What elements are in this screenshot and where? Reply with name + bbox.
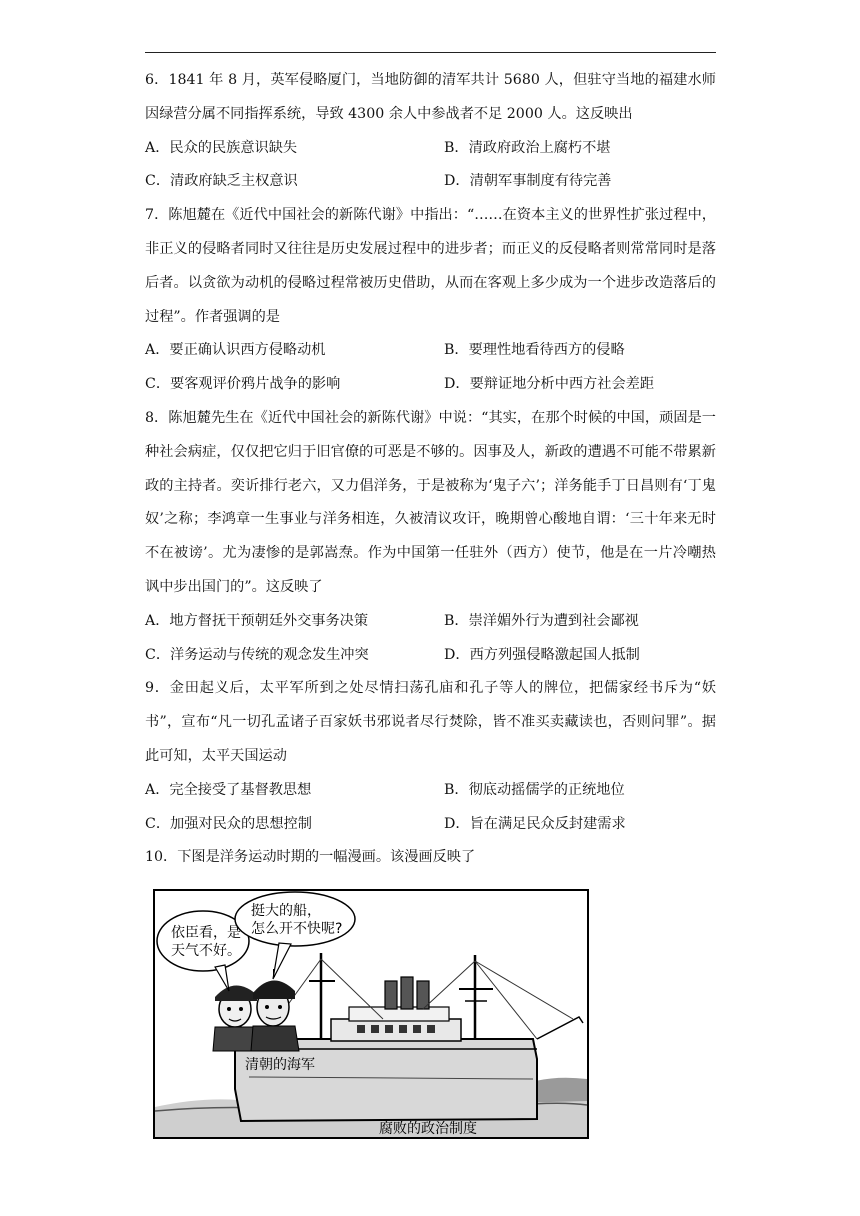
options-grid	[145, 605, 716, 673]
option-b[interactable]: B．要理性地看待西方的侵略	[444, 342, 625, 359]
options-grid	[145, 132, 716, 200]
option-b[interactable]: B．彻底动摇儒学的正统地位	[444, 781, 625, 798]
ship-bridge	[349, 1007, 449, 1021]
option-c[interactable]: C．要客观评价鸦片战争的影响	[145, 376, 341, 393]
option-a[interactable]: A．完全接受了基督教思想	[145, 781, 312, 798]
sea-label: 腐败的政治制度	[379, 1121, 477, 1138]
bubble-right-line2: 怎么开不快呢?	[251, 921, 343, 938]
question-7	[145, 199, 716, 402]
option-b[interactable]: B．清政府政治上腐朽不堪	[444, 139, 611, 156]
cartoon-image	[153, 889, 589, 1139]
question-stem: 8．陈旭麓先生在《近代中国社会的新陈代谢》中说：“其实，在那个时候的中国，顽固是一种社会病症，仅仅把它归于旧官僚的可恶是不够的。因事及人，新政的遭遇不可能不带累新政的主持者。奕䜣排行老六，又力倡洋务，于是被称为‘鬼子六’；洋务能手丁日昌则有‘丁鬼奴’之称；李鸿章一生事业与洋务相连，久被清议攻讦，晚期曾心酸地自谓：‘三十年来无时不在被谤’。尤为凄惨的是郭嵩焘。作为中国第一任驻外（西方）使节，他是在一片冷嘲热讽中步出国门的”。这反映了	[145, 409, 716, 595]
funnel-2	[401, 977, 413, 1009]
header-rule	[145, 52, 716, 53]
option-a[interactable]: A．地方督抚干预朝廷外交事务决策	[145, 612, 369, 629]
question-10	[145, 841, 716, 1139]
option-d[interactable]: D．清朝军事制度有待完善	[444, 173, 612, 190]
option-c[interactable]: C．洋务运动与传统的观念发生冲突	[145, 646, 369, 663]
option-d[interactable]: D．要辩证地分析中西方社会差距	[444, 376, 655, 393]
option-c[interactable]: C．清政府缺乏主权意识	[145, 173, 298, 190]
option-d[interactable]: D．旨在满足民众反封建需求	[444, 815, 626, 832]
option-a[interactable]: A．要正确认识西方侵略动机	[145, 342, 326, 359]
options-grid	[145, 334, 716, 402]
options-grid	[145, 774, 716, 842]
hull-label: 清朝的海军	[245, 1057, 315, 1074]
question-stem: 7．陈旭麓在《近代中国社会的新陈代谢》中指出：“……在资本主义的世界性扩张过程中，非正义的侵略者同时又往往是历史发展过程中的进步者；而正义的反侵略者则常常同时是落后者。以贪欲为动机的侵略过程常被历史借助，从而在客观上多少成为一个进步改造落后的过程”。作者强调的是	[145, 207, 716, 325]
funnel-1	[385, 981, 397, 1009]
option-a[interactable]: A．民众的民族意识缺失	[145, 139, 298, 156]
bubble-right-line1: 挺大的船，	[251, 903, 321, 920]
cartoon-figure	[153, 889, 716, 1139]
question-stem: 10．下图是洋务运动时期的一幅漫画。该漫画反映了	[145, 849, 476, 866]
question-stem: 9．金田起义后，太平军所到之处尽情扫荡孔庙和孔子等人的牌位，把儒家经书斥为“妖书”，宣布“凡一切孔孟诸子百家妖书邪说者尽行焚除，皆不准买卖藏读也，否则问罪”。据此可知，太平天国运动	[145, 680, 716, 764]
question-6	[145, 64, 716, 199]
bubble-left-line1: 依臣看，是	[171, 925, 241, 942]
option-d[interactable]: D．西方列强侵略激起国人抵制	[444, 646, 640, 663]
exam-page	[145, 64, 716, 1139]
question-8	[145, 402, 716, 672]
question-stem: 6．1841 年 8 月，英军侵略厦门，当地防御的清军共计 5680 人，但驻守当地的福建水师因绿营分属不同指挥系统，导致 4300 余人中参战者不足 2000 人。这反映出	[145, 72, 716, 122]
option-c[interactable]: C．加强对民众的思想控制	[145, 815, 312, 832]
question-9	[145, 672, 716, 841]
option-b[interactable]: B．崇洋媚外行为遭到社会鄙视	[444, 612, 639, 629]
ship-cabin	[331, 1019, 461, 1041]
bubble-left-line2: 天气不好。	[171, 943, 241, 960]
